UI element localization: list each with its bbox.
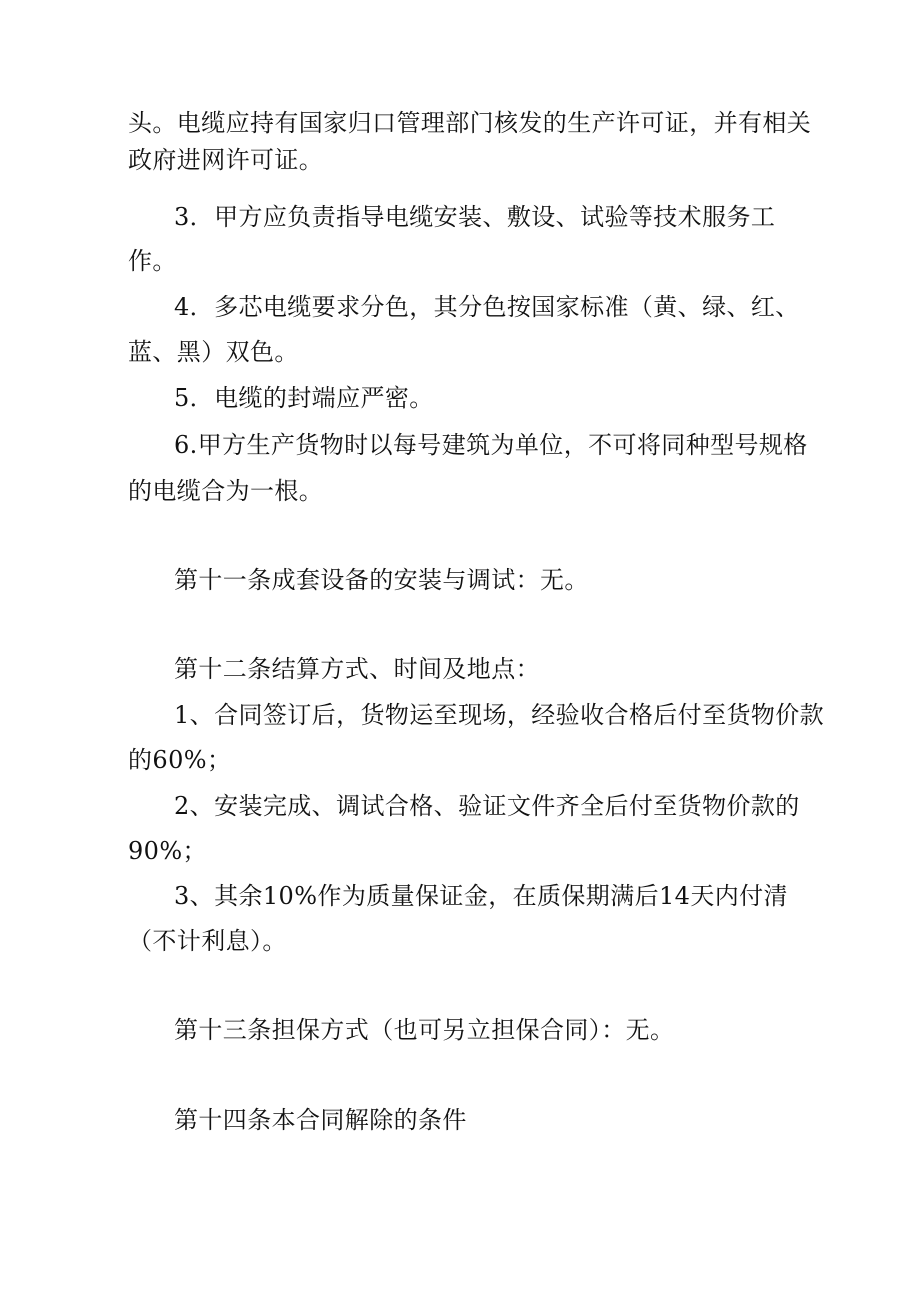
- section-heading: 第十四条本合同解除的条件: [174, 1106, 467, 1134]
- paragraph-line: 作。: [128, 247, 177, 275]
- paragraph-line: 6.甲方生产货物时以每号建筑为单位，不可将同种型号规格: [174, 431, 808, 459]
- paragraph-line: 的60%；: [128, 746, 232, 774]
- section-heading: 第十二条结算方式、时间及地点：: [174, 655, 540, 683]
- paragraph-line: 90%；: [128, 837, 207, 865]
- paragraph-line: 4．多芯电缆要求分色，其分色按国家标准（黄、绿、红、: [174, 293, 800, 321]
- paragraph-line: 2、安装完成、调试合格、验证文件齐全后付至货物价款的: [174, 792, 800, 820]
- paragraph-line: （不计利息）。: [128, 927, 287, 955]
- paragraph-line: 的电缆合为一根。: [128, 477, 324, 505]
- section-heading: 第十三条担保方式（也可另立担保合同）：无。: [174, 1016, 675, 1044]
- paragraph-line: 3．甲方应负责指导电缆安装、敷设、试验等技术服务工: [174, 203, 776, 231]
- paragraph-line: 1、合同签订后，货物运至现场，经验收合格后付至货物价款: [174, 701, 825, 729]
- paragraph-line: 政府进网许可证。: [128, 146, 324, 174]
- paragraph-line: 5．电缆的封端应严密。: [174, 384, 434, 412]
- section-heading: 第十一条成套设备的安装与调试：无。: [174, 566, 589, 594]
- paragraph-line: 蓝、黑）双色。: [128, 338, 299, 366]
- paragraph-line: 3、其余10%作为质量保证金，在质保期满后14天内付清: [174, 882, 788, 910]
- paragraph-line: 头。电缆应持有国家归口管理部门核发的生产许可证，并有相关: [128, 109, 812, 137]
